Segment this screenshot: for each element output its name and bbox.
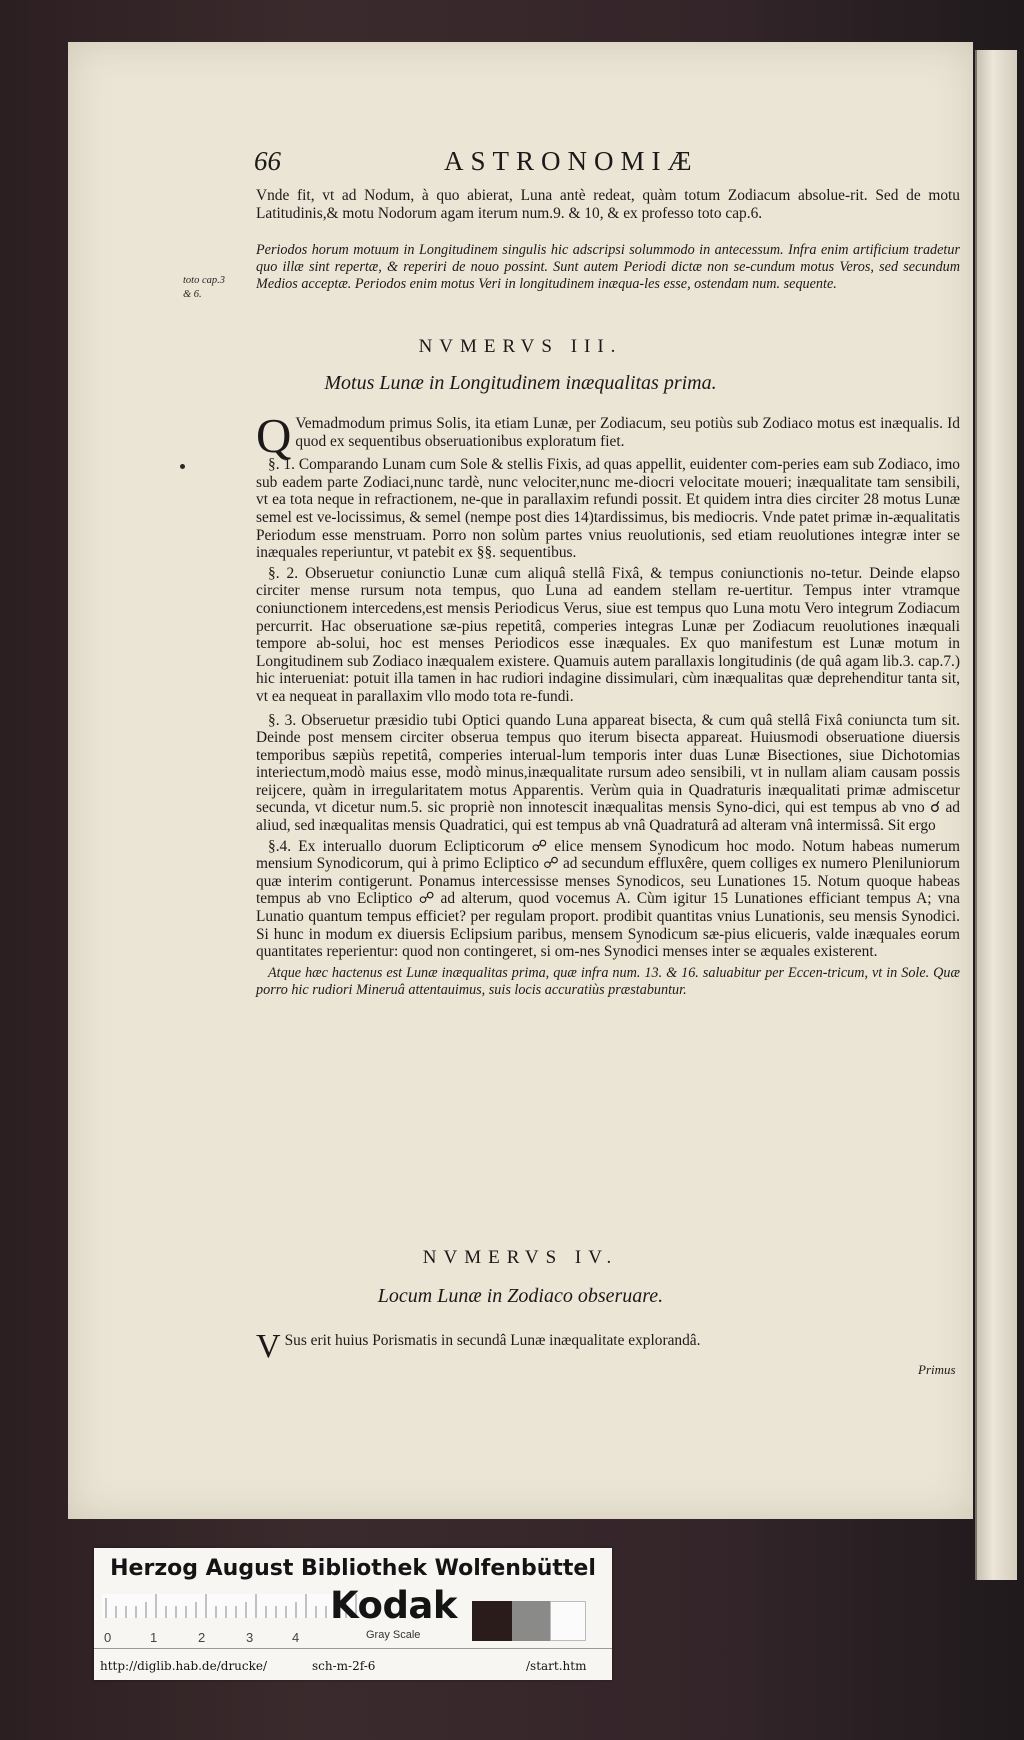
institution-name: Herzog August Bibliothek Wolfenbüttel (110, 1556, 596, 1581)
section-subtitle-numerus-4: Locum Lunæ in Zodiaco obseruare. (377, 1285, 664, 1307)
intro-paragraph: Vnde fit, vt ad Nodum, à quo abierat, Luna antè redeat, quàm totum Zodiacum absolue-rit. Sed de motu Latitudinis,& motu Nodorum agam iterum num.9. & 10, & ex professo toto cap.6. (256, 187, 960, 222)
measurement-ruler (102, 1594, 362, 1618)
catchword: Primus (918, 1362, 956, 1377)
running-title: ASTRONOMIÆ (444, 146, 699, 176)
ruler-number: 1 (150, 1630, 158, 1645)
label-divider (94, 1648, 612, 1649)
gray-swatch-white (550, 1601, 586, 1641)
url-base: http://diglib.hab.de/drucke/ (100, 1659, 268, 1673)
paragraph-0 (256, 1328, 960, 1365)
margin-note-line: & 6. (183, 289, 202, 300)
section3-body (256, 408, 960, 999)
paragraph-text: Sus erit huius Porismatis in secundâ Lunæ inæqualitate explorandâ. (284, 1332, 701, 1349)
gray-swatch-mid (512, 1601, 550, 1641)
paragraph-0 (256, 408, 960, 463)
url-tail: /start.htm (526, 1659, 587, 1673)
ruler-number: 4 (292, 1630, 300, 1645)
section4-body (256, 1328, 960, 1365)
paragraph-3: §. 3. Obseruetur præsidio tubi Optici quando Luna appareat bisecta, & cum quâ stellâ Fixâ coniuncta tum sit. Deinde post mensem circiter obserua tempus quo iterum bisecta appareat. Huiusmodi obseruatione diuersis temporibus sæpiùs repetitâ, comperies interual-lum temporis inter duas Lunæ Bisectiones, siue Dichotomias interiectum,modò maius esse, modò minus,inæqualitate rursum adeo sensibili, vt in nullam aliam causam possis reijcere, quàm in irregularitatem motus Apparentis. Verùm quia in Quadraturis inæqualitati primæ admiscetur secunda, vt dicetur num.5. sic propriè non innotescit inæqualitas mensis Syno-dici, qui est tempus ab vno ☌ ad aliud, sed inæqualitas mensis Quadratici, qui est tempus ab vnâ Quadraturâ ad alteram vnâ intermissâ. Sit ergo (256, 711, 960, 835)
facing-page-edge (975, 50, 1017, 1580)
paragraph-2: §. 2. Obseruetur coniunctio Lunæ cum aliquâ stellâ Fixâ, & tempus coniunctionis no-tetur. Deinde elapso circiter mense rursum nota tempus, quo Luna ad eandem stellam re-uertitur. Tempus inter vtramque coniunctionem intercedens,est mensis Periodicus Verus, siue est tempus quo Luna motu Vero integrum Zodiacum percurrit. Hac obseruatione sæ-pius repetitâ, comperies integras Lunæ per Zodiacum reuolutiones inæquali tempore ab-solui, hoc est menses Periodicos esse inæquales. Ex quo manifestum est Lunæ motum in Longitudinem sub Zodiaco inæqualem existere. Quamuis autem parallaxis longitudinis (de quâ agam lib.3. cap.7.) hic interueniat: potuit illa tamen in hac rudiori indagine dissimulari, cùm inæqualitas quæ deprehenditur tanta sit, vt ea nequeat in parallaxim vllo modo tota re-fundi. (256, 564, 960, 705)
ruler-number: 2 (198, 1630, 206, 1645)
margin-dot (180, 464, 185, 469)
library-color-chart-label (94, 1548, 612, 1680)
ruler-number: 0 (104, 1630, 112, 1645)
paragraph-5: Atque hæc hactenus est Lunæ inæqualitas prima, quæ infra num. 13. & 16. saluabitur per Eccen-tricum, vt in Sole. Quæ porro hic rudiori Mineruâ attentauimus, suis locis accuratiùs præstabuntur. (256, 964, 960, 998)
gray-swatch-black (472, 1601, 512, 1641)
section-title-numerus-3: NVMERVS III. (418, 336, 623, 357)
section-subtitle-numerus-3: Motus Lunæ in Longitudinem inæqualitas prima. (324, 372, 717, 394)
book-page (68, 42, 973, 1519)
paragraph-text: Vemadmodum primus Solis, ita etiam Lunæ, per Zodiacum, seu potiùs sub Zodiaco motus est inæqualis. Id quod ex sequentibus obseruationibus exploratum fiet. (295, 415, 960, 450)
intro-italic-paragraph: Periodos horum motuum in Longitudinem singulis hic adscripsi solummodo in antecessum. Infra enim artificium tradetur quo illæ sint repertæ, & reperiri de nouo possint. Sunt autem Periodi dictæ non se-cundum motus Veros, sed secundum Medios acceptæ. Periodos enim motus Veri in longitudinem inæqua-les esse, ostendam num. sequente. (256, 242, 960, 292)
kodak-logo: Kodak (330, 1584, 457, 1627)
dropcap: Q (256, 408, 292, 463)
margin-note (183, 274, 253, 302)
section-title-numerus-4: NVMERVS IV. (422, 1247, 619, 1268)
page-number: 66 (254, 146, 281, 176)
url-id: sch-m-2f-6 (312, 1659, 376, 1673)
paragraph-1: §. 1. Comparando Lunam cum Sole & stellis Fixis, ad quas appellit, euidenter com-peries eam sub Zodiaco, imo sub eadem parte Zodiaci,nunc tardè, nunc velociter,nunc me-diocri velocitate moueri; inæqualitate tam sensibili, vt ea tota neque in refractionem, ne-que in parallaxim refundi possit. Et quidem intra dies circiter 28 motus Lunæ semel est ve-locissimus, & semel (nempe post dies 14)tardissimus, bis mediocris. Vnde patet primæ in-æqualitatis Periodum esse menstruam. Porro non solùm partes vnius reuolutionis, sed etiam reuolutiones integræ inter se inæquales reperiuntur, vt patebit ex §§. sequentibus. (256, 456, 960, 562)
gray-scale-caption: Gray Scale (366, 1629, 421, 1641)
page-header (68, 146, 973, 186)
ruler-number: 3 (246, 1630, 254, 1645)
margin-note-line: toto cap.3 (183, 275, 225, 286)
paragraph-4: §.4. Ex interuallo duorum Eclipticorum ☍ elice mensem Synodicum hoc modo. Notum habeas numerum mensium Synodicorum, qui à primo Ecliptico ☍ ad secundum effluxêre, quem colliges ex numero Pleniluniorum quæ interim contigerunt. Ponamus intercessisse menses Synodicos, seu Lunationes 15. Notum quoque habeas tempus ab vno Ecliptico ☍ ad alterum, quod vocemus A. Cùm igitur 15 Lunationes efficiant tempus A; vna Lunatio quantum tempus efficiet? per regulam proport. prodibit quantitas vnius Lunationis, seu mensis Synodici. Si hunc in modum ex diuersis Eclipsium paribus, mensem Synodicum sæ-pius elicueris, valde inæquales eorum quantitates reperientur: quod non contingeret, si om-nes Synodici menses inter se æquales existerent. (256, 837, 960, 961)
dropcap: V (256, 1328, 281, 1365)
